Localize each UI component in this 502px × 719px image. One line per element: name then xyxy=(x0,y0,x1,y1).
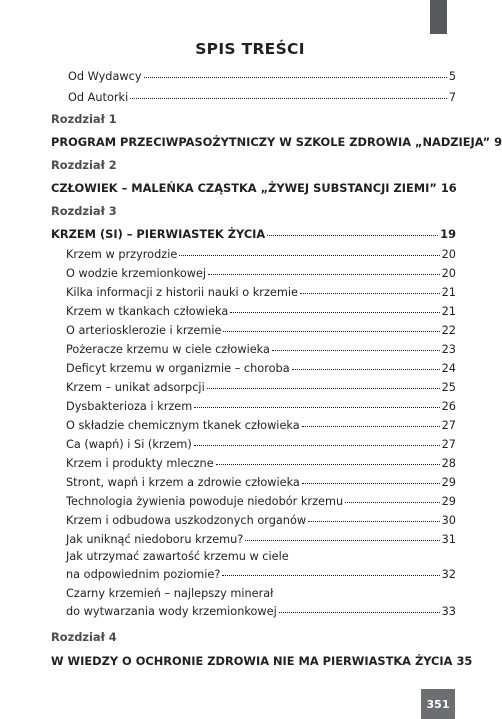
toc-entry-page: 35 xyxy=(456,654,473,668)
toc-entry-page: 32 xyxy=(441,568,456,581)
toc-section[interactable] xyxy=(66,343,456,356)
toc-entry-page: 20 xyxy=(441,248,456,261)
toc-entry-page: 28 xyxy=(441,457,456,470)
toc-entry-title: Od Autorki xyxy=(68,91,129,104)
toc-entry-page: 27 xyxy=(441,419,456,432)
leader-dots xyxy=(245,540,439,541)
chapter-label-4: Rozdział 4 xyxy=(51,630,117,644)
chapter-label-2: Rozdział 2 xyxy=(51,158,117,172)
toc-entry-page: 19 xyxy=(440,227,456,241)
toc-entry-od-autorki[interactable] xyxy=(68,91,456,104)
leader-dots xyxy=(179,255,439,256)
toc-entry-title: Krzem w tkankach człowieka xyxy=(66,305,229,318)
toc-section[interactable] xyxy=(66,381,456,394)
toc-entry-page: 20 xyxy=(441,267,456,280)
toc-entry-title: Krzem – unikat adsorpcji xyxy=(66,381,205,394)
toc-entry-title: Jak uniknąć niedoboru krzemu? xyxy=(66,533,244,546)
page-number-tab xyxy=(421,689,455,719)
toc-entry-title: KRZEM (SI) – PIERWIASTEK ŻYCIA xyxy=(51,227,266,241)
toc-entry-title: O arteriosklerozie i krzemie xyxy=(66,324,222,337)
toc-section[interactable] xyxy=(66,324,456,337)
leader-dots xyxy=(144,77,447,78)
toc-entry-title: O składzie chemicznym tkanek człowieka xyxy=(66,419,300,432)
toc-entry-page: 21 xyxy=(441,286,456,299)
toc-entry-page: 27 xyxy=(441,438,456,451)
toc-entry-page: 5 xyxy=(448,70,456,83)
toc-section-line1: Czarny krzemień – najlepszy minerał xyxy=(66,587,274,600)
toc-section-line1: Jak utrzymać zawartość krzemu w ciele xyxy=(66,550,289,563)
chapter-label-1: Rozdział 1 xyxy=(51,112,117,126)
toc-chapter-4[interactable] xyxy=(51,654,473,668)
toc-entry-page: 16 xyxy=(440,181,457,195)
toc-section[interactable] xyxy=(66,419,456,432)
toc-section[interactable] xyxy=(66,400,456,413)
toc-entry-title: Deficyt krzemu w organizmie – choroba xyxy=(66,362,290,375)
leader-dots xyxy=(216,464,440,465)
toc-entry-title: Krzem w przyrodzie xyxy=(66,248,178,261)
toc-entry-page: 26 xyxy=(441,400,456,413)
toc-section[interactable] xyxy=(66,248,456,261)
toc-entry-title: W WIEDZY O OCHRONIE ZDROWIA NIE MA PIERWIASTKA ŻYCIA xyxy=(51,654,453,668)
toc-entry-page: 29 xyxy=(441,495,456,508)
toc-section[interactable] xyxy=(66,533,456,546)
toc-section[interactable] xyxy=(66,438,456,451)
toc-entry-title: Kilka informacji z historii nauki o krzemie xyxy=(66,286,298,299)
page-number: 351 xyxy=(426,697,450,711)
toc-section[interactable] xyxy=(66,457,456,470)
toc-entry-page: 29 xyxy=(441,476,456,489)
leader-dots xyxy=(130,98,447,99)
leader-dots xyxy=(267,235,438,236)
leader-dots xyxy=(292,369,440,370)
toc-entry-title: PROGRAM PRZECIWPASOŻYTNICZY W SZKOLE ZDROWIA „NADZIEJA” xyxy=(51,135,491,149)
leader-dots xyxy=(208,274,440,275)
leader-dots xyxy=(302,426,440,427)
toc-chapter-3[interactable] xyxy=(51,227,456,241)
toc-entry-title: Od Wydawcy xyxy=(68,70,142,83)
toc-section[interactable] xyxy=(66,495,456,508)
toc-entry-page: 21 xyxy=(441,305,456,318)
page-title: SPIS TREŚCI xyxy=(195,40,305,58)
toc-entry-title: Pożeracze krzemu w ciele człowieka xyxy=(66,343,270,356)
toc-entry-page: 7 xyxy=(448,91,456,104)
chapter-label-3: Rozdział 3 xyxy=(51,204,117,218)
toc-section[interactable] xyxy=(66,305,456,318)
toc-section[interactable] xyxy=(66,362,456,375)
toc-section[interactable] xyxy=(66,267,456,280)
leader-dots xyxy=(222,575,439,576)
leader-dots xyxy=(308,521,440,522)
toc-entry-title: Stront, wapń i krzem a zdrowie człowieka xyxy=(66,476,300,489)
top-thumb-tab xyxy=(430,0,447,34)
leader-dots xyxy=(223,331,439,332)
leader-dots xyxy=(194,445,440,446)
toc-section[interactable] xyxy=(66,476,456,489)
leader-dots xyxy=(302,483,440,484)
toc-entry-title: CZŁOWIEK – MALEŃKA CZĄSTKA „ŻYWEJ SUBSTANCJI ZIEMI” xyxy=(51,181,437,195)
leader-dots xyxy=(207,388,440,389)
leader-dots xyxy=(230,312,439,313)
toc-entry-page: 9 xyxy=(494,135,502,149)
leader-dots xyxy=(279,612,440,613)
toc-section[interactable] xyxy=(66,286,456,299)
toc-entry-title: Krzem i produkty mleczne xyxy=(66,457,214,470)
toc-entry-page: 22 xyxy=(441,324,456,337)
toc-entry-page: 31 xyxy=(441,533,456,546)
toc-entry-title: Dysbakterioza i krzem xyxy=(66,400,193,413)
toc-entry-title: Krzem i odbudowa uszkodzonych organów xyxy=(66,514,307,527)
toc-entry-title: O wodzie krzemionkowej xyxy=(66,267,207,280)
toc-section[interactable] xyxy=(66,514,456,527)
toc-chapter-1[interactable] xyxy=(51,135,502,149)
toc-section-multiline[interactable] xyxy=(66,568,456,581)
toc-entry-page: 23 xyxy=(441,343,456,356)
toc-entry-title: na odpowiednim poziomie? xyxy=(66,568,221,581)
leader-dots xyxy=(272,350,440,351)
toc-chapter-2[interactable] xyxy=(51,181,456,195)
leader-dots xyxy=(345,502,439,503)
toc-entry-page: 25 xyxy=(441,381,456,394)
toc-entry-title: do wytwarzania wody krzemionkowej xyxy=(66,605,277,618)
toc-section-multiline[interactable] xyxy=(66,605,456,618)
toc-entry-page: 30 xyxy=(441,514,456,527)
leader-dots xyxy=(194,407,439,408)
toc-entry-page: 33 xyxy=(441,605,456,618)
leader-dots xyxy=(300,293,440,294)
toc-entry-title: Technologia żywienia powoduje niedobór krzemu xyxy=(66,495,344,508)
toc-entry-title: Ca (wapń) i Si (krzem) xyxy=(66,438,192,451)
toc-entry-page: 24 xyxy=(441,362,456,375)
toc-entry-od-wydawcy[interactable] xyxy=(68,70,456,83)
